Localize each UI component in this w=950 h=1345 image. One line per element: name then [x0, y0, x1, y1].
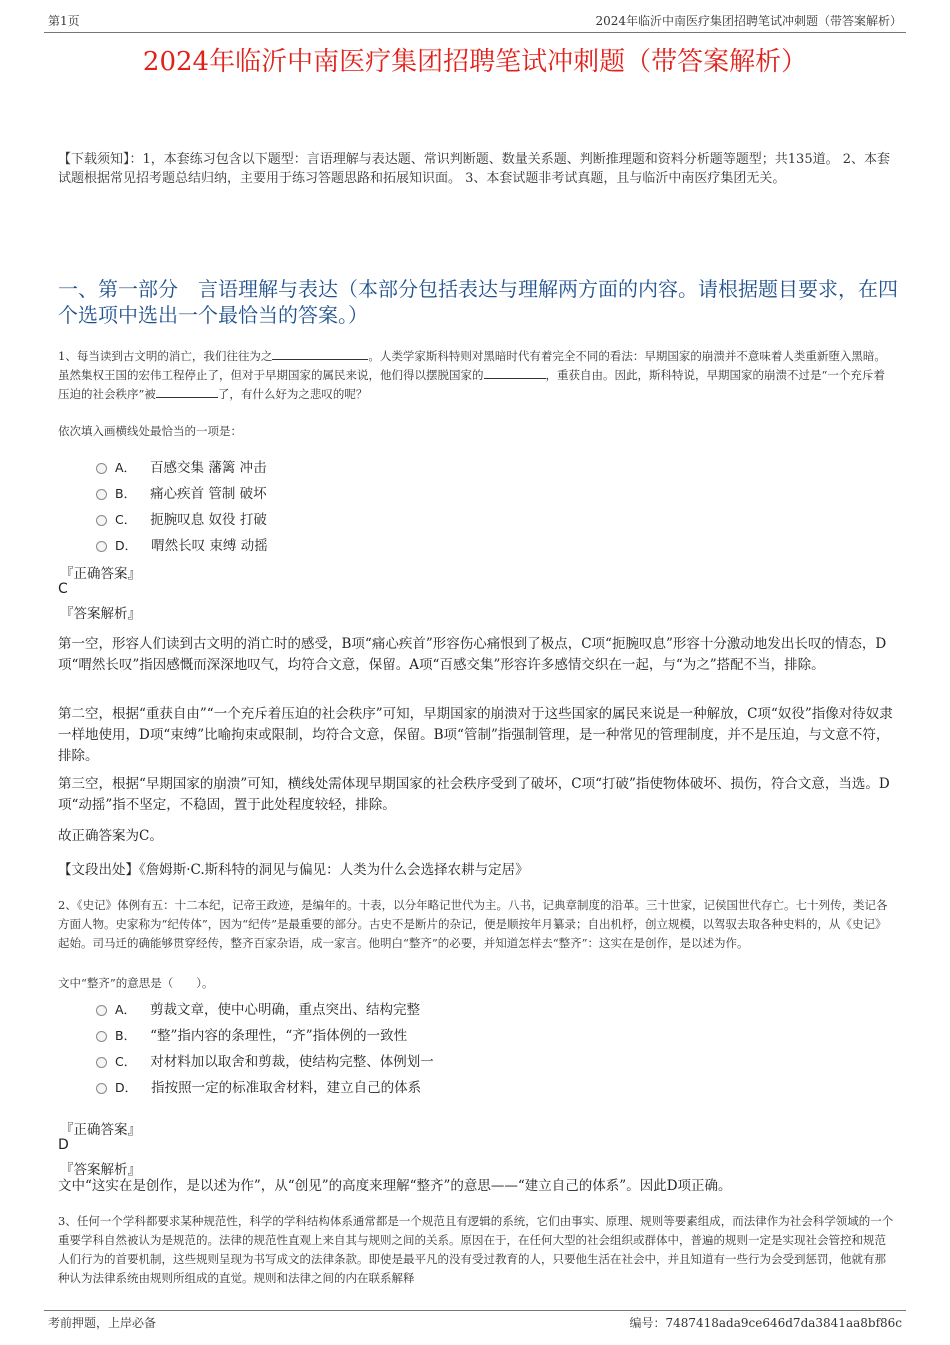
q1-analysis-conclusion: 故正确答案为C。 [58, 828, 163, 844]
q2-answer-label: 『正确答案』 [60, 1122, 141, 1138]
radio-icon[interactable] [96, 1083, 107, 1094]
q1-text-part: ，重获自由。因此，斯科特说，早期国家的崩溃不过是“一个充斥着压迫的社会秩序”被 [58, 368, 885, 401]
option-letter: A． [115, 1002, 137, 1017]
q2-option-a[interactable] [96, 998, 420, 1018]
option-letter: B． [115, 486, 137, 501]
q2-analysis-label: 『答案解析』 [60, 1162, 141, 1178]
footer-slogan: 考前押题，上岸必备 [48, 1316, 157, 1330]
option-letter: C． [115, 512, 137, 527]
radio-icon[interactable] [96, 515, 107, 526]
q1-answer-label: 『正确答案』 [60, 566, 141, 582]
question-3-text: 3、任何一个学科都要求某种规范性，科学的学科结构体系通常都是一个规范且有逻辑的系统，它们由事实、原理、规则等要素组成，而法律作为社会科学领域的一个重要学科自然被认为是规范的。法律的规范性直观上来自其与规则之间的关系。原因在于，在任何大型的社会组织或群体中，普遍的规则一定是实现社会管控和规范人们行为的首要机制，这些规则呈现为书写成文的法律条款。即使是最平凡的没有受过教育的人，只要他生活在社会中，并且知道有一些行为会受到惩罚，他就有那种认为法律系统由规则所组成的直觉。规则和法律之间的内在联系解释 [58, 1214, 894, 1285]
radio-icon[interactable] [96, 541, 107, 552]
q2-answer: D [58, 1137, 69, 1153]
page-title: 2024年临沂中南医疗集团招聘笔试冲刺题（带答案解析） [142, 47, 808, 77]
question-2-text: 2、《史记》体例有五：十二本纪，记帝王政迹，是编年的。十表，以分年略记世代为主。八书，记典章制度的沿革。三十世家，记侯国世代存亡。七十列传，类记各方面人物。史家称为“纪传体”，因为“纪传”是最重要的部分。古史不是断片的杂记，便是顺按年月纂录；自出机杼，创立规模，以驾驭去取各种史料的，从《史记》起始。司马迁的确能够贯穿经传，整齐百家杂语，成一家言。他明白“整齐”的必要，并知道怎样去“整齐”：这实在是创作，是以述为作。 [58, 898, 888, 950]
q1-option-a[interactable] [96, 456, 267, 476]
radio-icon[interactable] [96, 1031, 107, 1042]
option-text: 扼腕叹息 奴役 打破 [150, 512, 267, 528]
q1-instruction: 依次填入画横线处最恰当的一项是： [58, 424, 242, 438]
option-text: 痛心疾首 管制 破坏 [150, 486, 267, 502]
download-notice: 【下载须知】：1，本套练习包含以下题型：言语理解与表达题、常识判断题、数量关系题、判断推理题和资料分析题等题型；共135道。 2、本套试题根据常见招考题总结归纳，主要用于练习答题思路和拓展知识面。 3、本套试题非考试真题，且与临沂中南医疗集团无关。 [58, 152, 890, 186]
option-letter: D． [115, 538, 138, 553]
q1-source: 【文段出处】《詹姆斯·C.斯科特的洞见与偏见：人类为什么会选择农耕与定居》 [58, 862, 529, 878]
q2-option-d[interactable] [96, 1076, 421, 1096]
footer-code: 编号：7487418ada9ce646d7da3841aa8bf86c [629, 1316, 902, 1330]
fill-blank [156, 387, 218, 398]
option-letter: A． [115, 460, 137, 475]
q1-text-part: 。人类学家斯科特则对黑暗时代有着完全不同的看法：早期国家的崩溃并不意味着人类重新堕入黑暗。虽然集权王国的宏伟工程停止了，但对于早期国家的属民来说，他们得以摆脱国家的 [58, 349, 886, 382]
question-2-prompt: 文中“整齐”的意思是（ ）。 [58, 976, 214, 990]
page-number: 第1页 [48, 14, 80, 28]
q1-answer: C [58, 581, 68, 597]
header-doc-title: 2024年临沂中南医疗集团招聘笔试冲刺题（带答案解析） [595, 14, 902, 28]
option-text: 指按照一定的标准取舍材料，建立自己的体系 [151, 1080, 422, 1096]
radio-icon[interactable] [96, 1005, 107, 1016]
section-title: 一、第一部分 言语理解与表达（本部分包括表达与理解两方面的内容。请根据题目要求，在四个选项中选出一个最恰当的答案。） [58, 277, 898, 327]
radio-icon[interactable] [96, 463, 107, 474]
q1-option-b[interactable] [96, 482, 267, 502]
page-header [48, 12, 902, 32]
q2-option-b[interactable] [96, 1024, 407, 1044]
question-1-text [58, 347, 894, 404]
fill-blank [272, 349, 368, 360]
q1-option-c[interactable] [96, 508, 267, 528]
radio-icon[interactable] [96, 489, 107, 500]
q1-analysis-label: 『答案解析』 [60, 606, 141, 622]
q1-text-part: 了，有什么好为之悲叹的呢？ [217, 387, 368, 401]
option-text: 百感交集 藩篱 冲击 [150, 460, 267, 476]
q1-option-d[interactable] [96, 534, 268, 554]
q1-analysis-paragraph: 第二空，根据“重获自由”“一个充斥着压迫的社会秩序”可知，早期国家的崩溃对于这些国家的属民来说是一种解放，C项“奴役”指像对待奴隶一样地使用，D项“束缚”比喻拘束或限制，均符合文意，保留。B项“管制”指强制管理，是一种常见的管理制度，并不是压迫，与文意不符，排除。 [58, 706, 893, 764]
q1-analysis-paragraph: 第三空，根据“早期国家的崩溃”可知，横线处需体现早期国家的社会秩序受到了破坏，C项“打破”指使物体破坏、损伤，符合文意，当选。D项“动摇”指不坚定，不稳固，置于此处程度较轻，排除。 [58, 776, 890, 813]
option-letter: D． [115, 1080, 138, 1095]
q1-analysis-paragraph: 第一空，形容人们读到古文明的消亡时的感受，B项“痛心疾首”形容伤心痛恨到了极点，C项“扼腕叹息”形容十分激动地发出长叹的情态，D项“喟然长叹”指因感慨而深深地叹气，均符合文意，保留。A项“百感交集”形容许多感情交织在一起，与“为之”搭配不当，排除。 [58, 636, 887, 673]
option-letter: C． [115, 1054, 137, 1069]
fill-blank [484, 368, 546, 379]
q1-text-part: 1、每当读到古文明的消亡，我们往往为之 [58, 349, 273, 363]
footer-divider [44, 1310, 906, 1311]
radio-icon[interactable] [96, 1057, 107, 1068]
option-text: “整”指内容的条理性，“齐”指体例的一致性 [150, 1028, 408, 1044]
option-text: 喟然长叹 束缚 动摇 [151, 538, 268, 554]
header-divider [44, 32, 906, 33]
q2-option-c[interactable] [96, 1050, 434, 1070]
option-text: 对材料加以取舍和剪裁，使结构完整、体例划一 [150, 1054, 434, 1070]
q2-analysis: 文中“这实在是创作，是以述为作”，从“创见”的高度来理解“整齐”的意思——“建立自己的体系”。因此D项正确。 [58, 1178, 732, 1194]
option-letter: B． [115, 1028, 137, 1043]
option-text: 剪裁文章，使中心明确，重点突出、结构完整 [150, 1002, 421, 1018]
